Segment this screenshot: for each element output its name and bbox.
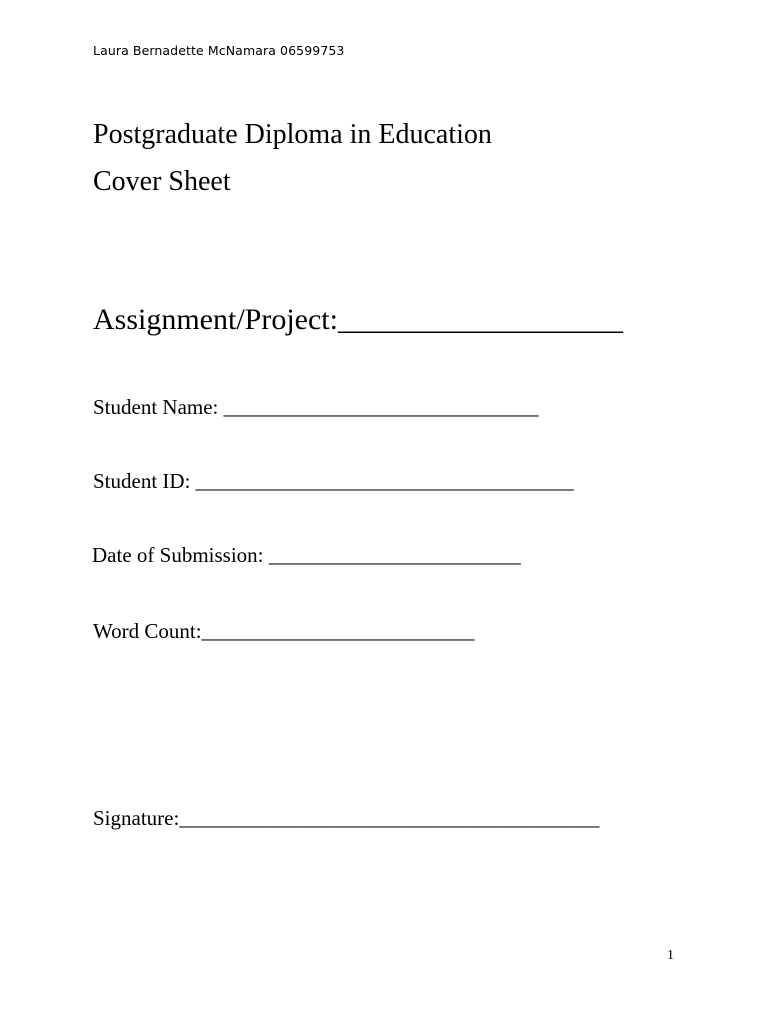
- page-subtitle: Cover Sheet: [93, 166, 231, 197]
- word-count-field: Word Count:__________________________: [93, 619, 475, 643]
- signature-field: Signature:________________________________________: [93, 806, 600, 830]
- student-id-field: Student ID: ____________________________________: [93, 469, 574, 493]
- page-title: Postgraduate Diploma in Education: [93, 119, 492, 150]
- assignment-project-field: Assignment/Project:___________________: [93, 303, 623, 336]
- student-name-field: Student Name: ______________________________: [93, 395, 539, 419]
- author-header: Laura Bernadette McNamara 06599753: [93, 43, 345, 58]
- date-of-submission-field: Date of Submission: ________________________: [92, 543, 521, 567]
- page-number: 1: [667, 948, 674, 963]
